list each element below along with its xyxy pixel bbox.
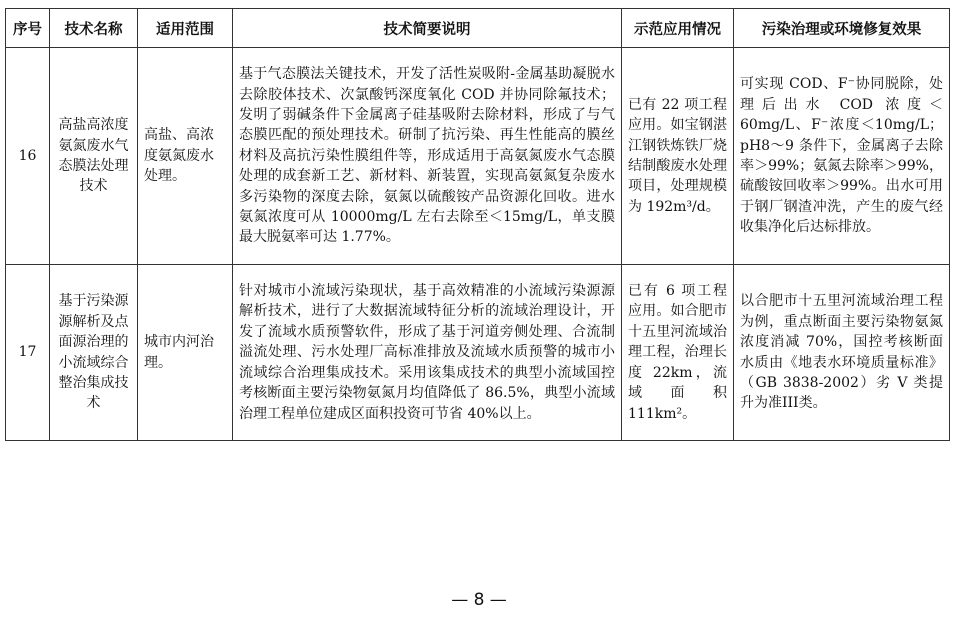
row-scope: 高盐、高浓度氨氮废水处理。 <box>138 48 233 265</box>
row-description: 基于气态膜法关键技术，开发了活性炭吸附-金属基助凝脱水去除胶体技术、次氯酸钙深度氧化 COD 并协同除氟技术；发明了弱碱条件下金属离子硅基吸附去除材料，形成了与气态膜匹配的预处理技术。研制了抗污染、再生性能高的膜丝材料及高抗污染性膜组件等，形成适用于高氨氮废水气态膜处理的成套新工艺、新材料、新装置，实现高氨氮复杂废水多污染物的深度去除，氨氮以硫酸铵产品资源化回收。进水氨氮浓度可从 10000mg/L 左右去除至＜15mg/L，单支膜最大脱氨率可达 1.77%。 <box>233 48 622 265</box>
row-effect: 可实现 COD、F⁻协同脱除，处理后出水 COD 浓度＜60mg/L、F⁻浓度＜10mg/L；pH8～9 条件下，金属离子去除率＞99%；氨氮去除率＞99%，硫酸铵回收率＞99%。出水可用于钢厂钢渣冲洗，产生的废气经收集净化后达标排放。 <box>734 48 950 265</box>
row-seq: 17 <box>6 265 50 441</box>
technology-table <box>5 8 950 441</box>
row-tech-name: 高盐高浓度氨氮废水气态膜法处理技术 <box>50 48 138 265</box>
row-tech-name: 基于污染源源解析及点面源治理的小流域综合整治集成技术 <box>50 265 138 441</box>
header-seq: 序号 <box>6 9 50 48</box>
header-description: 技术简要说明 <box>233 9 622 48</box>
table-row <box>6 48 950 265</box>
header-effect: 污染治理或环境修复效果 <box>734 9 950 48</box>
row-scope: 城市内河治理。 <box>138 265 233 441</box>
row-seq: 16 <box>6 48 50 265</box>
table-row <box>6 265 950 441</box>
header-tech-name: 技术名称 <box>50 9 138 48</box>
row-demo-application: 已有 6 项工程应用。如合肥市十五里河流域治理工程，治理长度 22km，流域面积 111km²。 <box>622 265 734 441</box>
table-header-row <box>6 9 950 48</box>
header-scope: 适用范围 <box>138 9 233 48</box>
row-demo-application: 已有 22 项工程应用。如宝钢湛江钢铁炼铁厂烧结制酸废水处理项目，处理规模为 192m³/d。 <box>622 48 734 265</box>
header-demo-application: 示范应用情况 <box>622 9 734 48</box>
row-description: 针对城市小流域污染现状，基于高效精准的小流域污染源源解析技术，进行了大数据流域特征分析的流域治理设计，开发了流域水质预警软件，形成了基于河道旁侧处理、合流制溢流处理、污水处理厂高标准排放及流域水质预警的城市小流域综合治理集成技术。采用该集成技术的典型小流域国控考核断面主要污染物氨氮月均值降低了 86.5%，典型小流域治理工程单位建成区面积投资可节省 40%以上。 <box>233 265 622 441</box>
row-effect: 以合肥市十五里河流域治理工程为例，重点断面主要污染物氨氮浓度消减 70%，国控考核断面水质由《地表水环境质量标准》（GB 3838-2002）劣 V 类提升为准III类。 <box>734 265 950 441</box>
page-number: — 8 — <box>451 590 507 610</box>
